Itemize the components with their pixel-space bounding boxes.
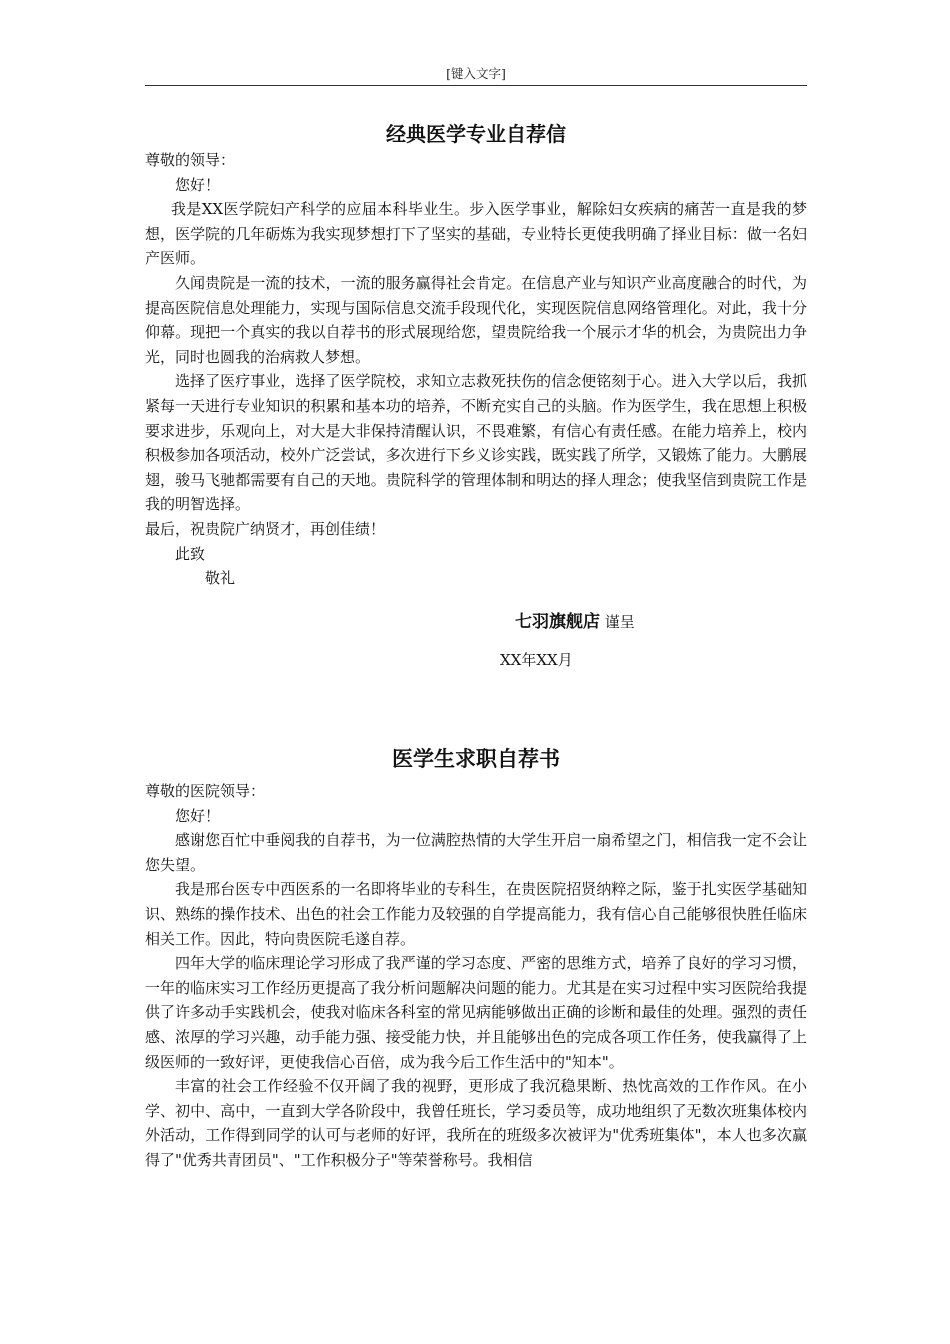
letter-2-paragraph: 四年大学的临床理论学习形成了我严谨的学习态度、严密的思维方式，培养了良好的学习习惯，一年的临床实习工作经历更提高了我分析问题解决问题的能力。尤其是在实习过程中实习医院给我提供了许多动手实践机会，使我对临床各科室的常见病能够做出正确的诊断和最佳的处理。强烈的责任感、浓厚的学习兴趣，动手能力强、接受能力快，并且能够出色的完成各项工作任务，使我赢得了上级医师的一致好评，更使我信心百倍，成为我今后工作生活中的"知本"。 — [145, 954, 807, 1071]
letter-2 — [145, 745, 807, 1173]
signature-name: 七羽旗舰店 — [515, 612, 600, 632]
letter-2-salutation: 尊敬的医院领导： — [145, 782, 266, 800]
letter-1 — [145, 120, 807, 591]
letter-2-paragraph: 感谢您百忙中垂阅我的自荐书，为一位满腔热情的大学生开启一扇希望之门，相信我一定不会让您失望。 — [145, 831, 807, 874]
letter-1-greeting: 您好！ — [175, 175, 221, 194]
letter-1-date: XX年XX月 — [500, 651, 573, 669]
letter-1-signature — [515, 610, 635, 634]
letter-1-cizhi: 此致 — [175, 544, 206, 563]
letter-1-paragraph: 久闻贵院是一流的技术，一流的服务赢得社会肯定。在信息产业与知识产业高度融合的时代，为提高医院信息处理能力，实现与国际信息交流手段现代化，实现医院信息网络管理化。对此，我十分仰幕。现把一个真实的我以自荐书的形式展现给您，望贵院给我一个展示才华的机会，为贵院出力争光，同时也圆我的治病救人梦想。 — [145, 273, 807, 366]
letter-1-salutation: 尊敬的领导： — [145, 151, 236, 169]
letter-1-closing: 最后，祝贵院广纳贤才，再创佳绩！ — [145, 519, 386, 538]
letter-1-title: 经典医学专业自荐信 — [386, 122, 566, 146]
letter-1-paragraph: 我是XX医学院妇产科学的应届本科毕业生。步入医学事业，解除妇女疾病的痛苦一直是我的梦想，医学院的几年砺炼为我实现梦想打下了坚实的基础，专业特长更使我明确了择业目标：做一名妇产医师。 — [145, 200, 807, 268]
letter-1-paragraph: 选择了医疗事业，选择了医学院校，求知立志救死扶伤的信念便铭刻于心。进入大学以后，我抓紧每一天进行专业知识的积累和基本功的培养，不断充实自己的头脑。作为医学生，我在思想上积极要求进步，乐观向上，对大是大非保持清醒认识，不畏难繁，有信心有责任感。在能力培养上，校内积极参加各项活动，校外广泛尝试，多次进行下乡义诊实践，既实践了所学，又锻炼了能力。大鹏展翅，骏马飞驰都需要有自己的天地。贵院科学的管理体制和明达的择人理念；使我坚信到贵院工作是我的明智选择。 — [145, 372, 807, 514]
letter-2-paragraph: 丰富的社会工作经验不仅开阔了我的视野，更形成了我沉稳果断、热忱高效的工作作风。在小学、初中、高中，一直到大学各阶段中，我曾任班长，学习委员等，成功地组织了无数次班集体校内外活动，工作得到同学的认可与老师的好评，我所在的班级多次被评为"优秀班集体"，本人也多次赢得了"优秀共青团员"、"工作积极分子"等荣誉称号。我相信 — [145, 1077, 807, 1169]
letter-2-title: 医学生求职自荐书 — [392, 747, 560, 771]
page-header: [键入文字] — [446, 66, 506, 81]
letter-1-jingli: 敬礼 — [205, 569, 236, 588]
header-divider — [145, 85, 807, 86]
letter-2-greeting: 您好！ — [175, 806, 221, 825]
letter-2-paragraph: 我是邢台医专中西医系的一名即将毕业的专科生，在贵医院招贤纳粹之际，鉴于扎实医学基础知识、熟练的操作技术、出色的社会工作能力及较强的自学提高能力，我有信心自己能够很快胜任临床相关工作。因此，特向贵医院毛遂自荐。 — [145, 880, 807, 948]
signature-suffix: 谨呈 — [604, 613, 635, 631]
